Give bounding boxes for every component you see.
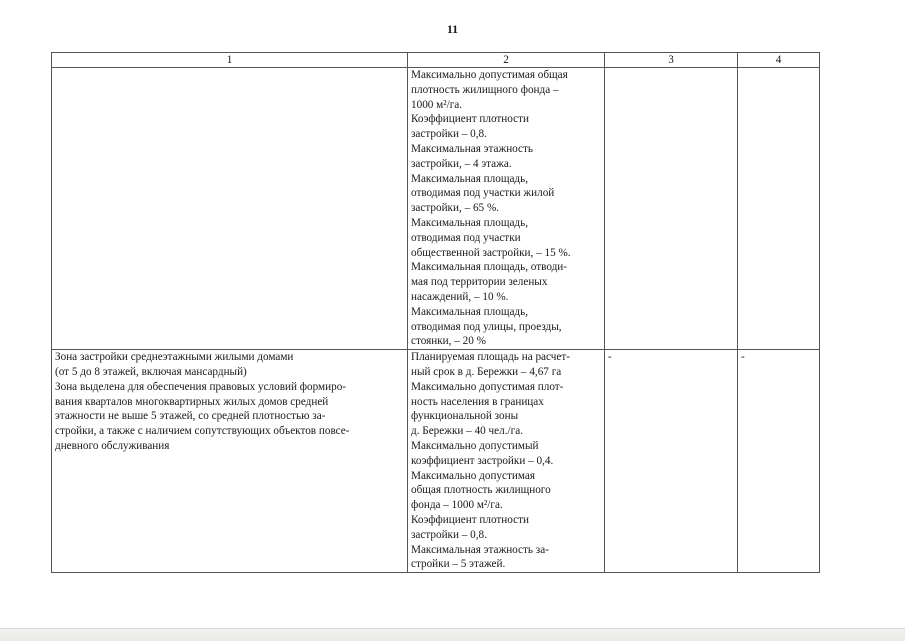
parameter-line: ный срок в д. Бережки – 4,67 га <box>411 365 562 378</box>
parameter-line: коэффициент застройки – 0,4. <box>411 454 554 467</box>
parameter-line: Коэффициент плотности <box>411 113 530 126</box>
description-line: дневного обслуживания <box>55 439 170 452</box>
parameter-line: отводимая под улицы, проезды, <box>411 320 562 333</box>
parameter-line: Максимально допустимая плот- <box>411 380 564 393</box>
parameter-line: Максимальная этажность <box>411 142 534 155</box>
parameter-line: застройки, – 4 этажа. <box>411 157 512 170</box>
parameter-line: Максимально допустимая общая <box>411 69 568 81</box>
parameter-line: Максимальная площадь, <box>411 216 529 229</box>
header-row <box>52 53 820 68</box>
column-header-2: 2 <box>408 53 605 68</box>
zone-parameters-cell <box>408 350 605 573</box>
parameter-line: плотность жилищного фонда – <box>411 83 559 96</box>
description-line: этажности не выше 5 этажей, со средней плотностью за- <box>55 410 326 423</box>
description-line: стройки, а также с наличием сопутствующих объектов повсе- <box>55 425 350 438</box>
parameter-line: общественной застройки, – 15 %. <box>411 246 571 259</box>
parameter-line: Планируемая площадь на расчет- <box>411 351 570 364</box>
zoning-table <box>51 52 820 573</box>
parameter-line: мая под территории зеленых <box>411 276 548 289</box>
column-header-1: 1 <box>52 53 408 68</box>
description-line: вания кварталов многоквартирных жилых домов средней <box>55 395 329 408</box>
parameter-line: Максимальная площадь, <box>411 305 529 318</box>
parameter-line: насаждений, – 10 %. <box>411 290 509 303</box>
parameter-line: общая плотность жилищного <box>411 484 551 497</box>
description-line: Зона выделена для обеспечения правовых условий формиро- <box>55 380 347 393</box>
parameter-line: 1000 м²/га. <box>411 98 463 111</box>
page-number: 11 <box>446 22 459 36</box>
parameter-line: стройки – 5 этажей. <box>411 558 506 571</box>
column-header-3: 3 <box>605 53 738 68</box>
parameter-line: застройки – 0,8. <box>411 128 487 141</box>
parameter-line: застройки, – 65 %. <box>411 202 500 215</box>
parameter-line: Максимальная площадь, <box>411 172 529 185</box>
table-row <box>52 68 820 350</box>
parameter-line: Максимальная этажность за- <box>411 543 549 556</box>
column-header-4: 4 <box>738 53 820 68</box>
zone-description-cell <box>52 68 408 350</box>
zone-title-line: Зона застройки среднеэтажными жилыми домами <box>55 351 294 364</box>
column-4-cell: - <box>738 350 820 573</box>
parameter-line: Максимальная площадь, отводи- <box>411 261 568 274</box>
parameter-line: отводимая под участки жилой <box>411 187 555 200</box>
parameter-line: функциональной зоны <box>411 410 519 423</box>
zone-description-cell <box>52 350 408 573</box>
parameter-line: Коэффициент плотности <box>411 513 530 526</box>
column-3-cell <box>605 68 738 350</box>
parameter-line: фонда – 1000 м²/га. <box>411 499 503 512</box>
zone-subtitle-line: (от 5 до 8 этажей, включая мансардный) <box>55 365 247 378</box>
parameter-line: ность населения в границах <box>411 395 544 408</box>
parameter-line: застройки – 0,8. <box>411 528 487 541</box>
zone-parameters-cell <box>408 68 605 350</box>
parameter-line: стоянки, – 20 % <box>411 335 486 348</box>
parameter-line: Максимально допустимый <box>411 439 539 452</box>
parameter-line: Максимально допустимая <box>411 469 535 482</box>
parameter-line: д. Бережки – 40 чел./га. <box>411 425 523 438</box>
column-4-cell <box>738 68 820 350</box>
table-row <box>52 350 820 573</box>
scan-bottom-edge <box>0 628 905 641</box>
parameter-line: отводимая под участки <box>411 231 521 244</box>
column-3-cell: - <box>605 350 738 573</box>
